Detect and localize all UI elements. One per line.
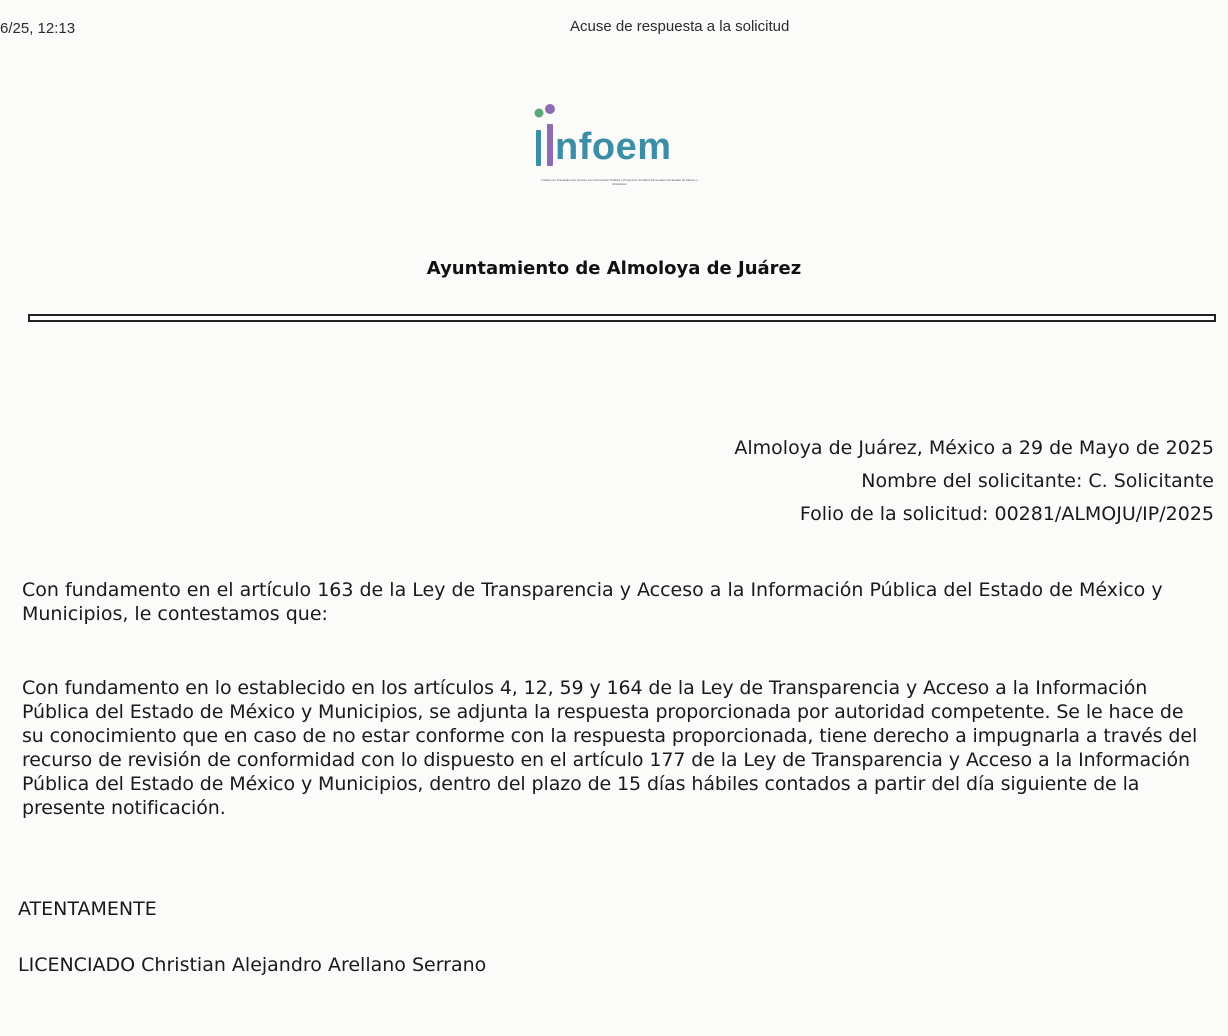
organization-name: Ayuntamiento de Almoloya de Juárez bbox=[426, 258, 802, 279]
logo-tagline: Instituto de Transparencia, Acceso a la Información Pública y Protección de Datos Personales del Estado de México y Municipios bbox=[541, 178, 698, 186]
requester-name: Nombre del solicitante: C. Solicitante bbox=[861, 470, 1214, 492]
body-paragraph-2: Con fundamento en lo establecido en los artículos 4, 12, 59 y 164 de la Ley de Transparencia y Acceso a la Información Pública del Estado de México y Municipios, se adjunta la respuesta proporcionada por autoridad competente. Se le hace de su conocimiento que en caso de no estar conforme con la respuesta proporcionada, tiene derecho a impugnarla a través del recurso de revisión de conformidad con lo dispuesto en el artículo 177 de la Ley de Transparencia y Acceso a la Información Pública del Estado de México y Municipios, dentro del plazo de 15 días hábiles contados a partir del día siguiente de la presente notificación. bbox=[22, 677, 1198, 819]
infoem-logo bbox=[533, 102, 703, 192]
print-document-title: Acuse de respuesta a la solicitud bbox=[570, 18, 790, 35]
request-metadata bbox=[734, 432, 1214, 531]
body-paragraph-1: Con fundamento en el artículo 163 de la Ley de Transparencia y Acceso a la Información Pública del Estado de México y Municipios, le contestamos que: bbox=[22, 579, 1163, 625]
request-folio: Folio de la solicitud: 00281/ALMOJU/IP/2025 bbox=[799, 503, 1214, 525]
print-header bbox=[0, 16, 1228, 40]
place-date: Almoloya de Juárez, México a 29 de Mayo de 2025 bbox=[734, 437, 1214, 459]
logo-wordmark: nfoem bbox=[555, 126, 672, 168]
signer-name: LICENCIADO Christian Alejandro Arellano Serrano bbox=[18, 954, 487, 976]
header-divider bbox=[28, 314, 1216, 322]
closing-text: ATENTAMENTE bbox=[18, 898, 157, 920]
print-timestamp: 6/25, 12:13 bbox=[0, 20, 76, 37]
